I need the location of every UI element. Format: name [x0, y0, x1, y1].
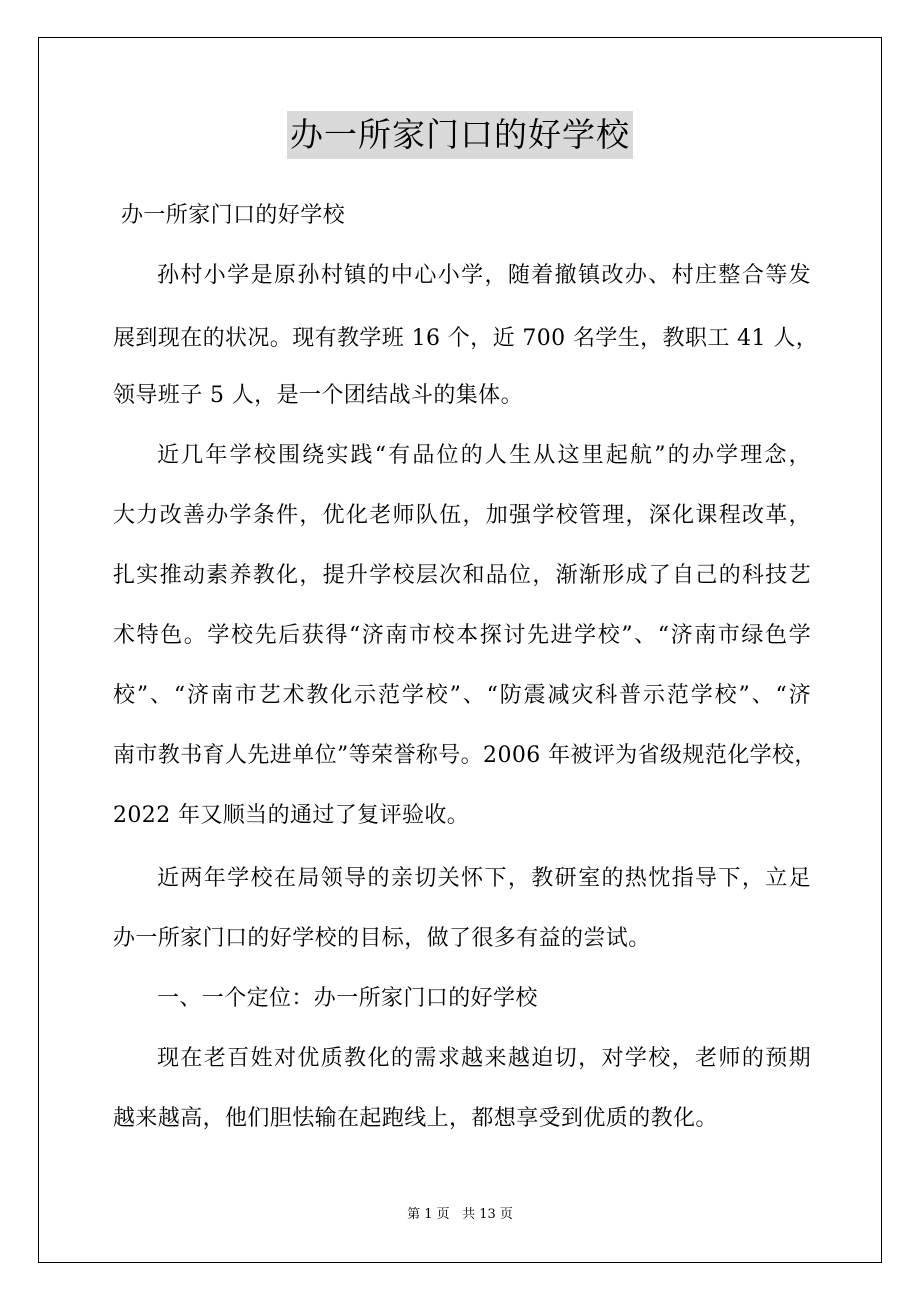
paragraph-line: 扎实推动素养教化，提升学校层次和品位，渐渐形成了自己的科技艺: [113, 563, 811, 588]
section-heading: 一、一个定位：办一所家门口的好学校: [157, 986, 538, 1011]
paragraph-line: 南市教书育人先进单位”等荣誉称号。2006 年被评为省级规范化学校，: [113, 743, 817, 768]
paragraph-line: 领导班子 5 人，是一个团结战斗的集体。: [113, 383, 523, 408]
page-total: 共 13 页: [462, 1207, 513, 1222]
paragraph-line: 术特色。学校先后获得“济南市校本探讨先进学校”、“济南市绿色学: [113, 623, 811, 648]
title-container: [0, 111, 920, 159]
document-title: 办一所家门口的好学校: [287, 111, 633, 159]
page-number: 第 1 页: [407, 1207, 450, 1222]
paragraph-line: 越来越高，他们胆怯输在起跑线上，都想享受到优质的教化。: [113, 1106, 718, 1131]
paragraph-line: 近几年学校围绕实践“有品位的人生从这里起航”的办学理念，: [157, 443, 811, 468]
paragraph-line: 现在老百姓对优质教化的需求越来越迫切，对学校，老师的预期: [157, 1046, 811, 1071]
page-footer: [0, 1206, 920, 1224]
paragraph-line: 孙村小学是原孙村镇的中心小学，随着撤镇改办、村庄整合等发: [157, 263, 811, 288]
paragraph-line: 办一所家门口的好学校的目标，做了很多有益的尝试。: [113, 926, 651, 951]
paragraph-line: 近两年学校在局领导的亲切关怀下，教研室的热忱指导下，立足: [157, 866, 811, 891]
paragraph-line: 展到现在的状况。现有教学班 16 个，近 700 名学生，教职工 41 人，: [113, 326, 819, 351]
paragraph-line: 2022 年又顺当的通过了复评验收。: [113, 803, 470, 828]
paragraph-line: 大力改善办学条件，优化老师队伍，加强学校管理，深化课程改革，: [113, 503, 811, 528]
document-subtitle: 办一所家门口的好学校: [121, 203, 346, 228]
paragraph-line: 校”、“济南市艺术教化示范学校”、“防震减灾科普示范学校”、“济: [113, 683, 811, 708]
